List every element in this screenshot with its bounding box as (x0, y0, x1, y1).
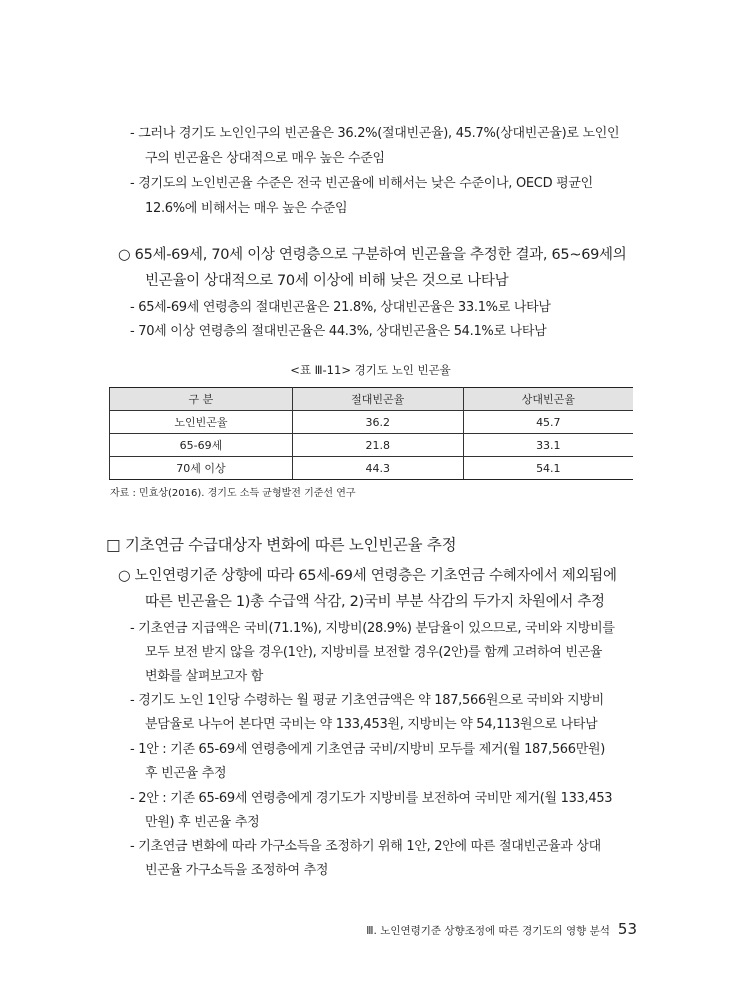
table-row (110, 434, 634, 457)
paragraph-line: - 그러나 경기도 노인인구의 빈곤율은 36.2%(절대빈곤율), 45.7%(상대빈곤율)로 노인인 (130, 126, 620, 141)
table-row (110, 411, 634, 434)
table-row (110, 457, 634, 480)
paragraph-line: - 65세-69세 연령층의 절대빈곤율은 21.8%, 상대빈곤율은 33.1%로 나타남 (130, 300, 551, 315)
table-cell: 65-69세 (110, 434, 293, 457)
paragraph-line: - 1안 : 기존 65-69세 연령층에게 기초연금 국비/지방비 모두를 제거(월 187,566만원) (130, 742, 606, 757)
paragraph-line: - 2안 : 기존 65-69세 연령층에게 경기도가 지방비를 보전하여 국비만 제거(월 133,453 (130, 791, 613, 806)
table-cell: 70세 이상 (110, 457, 293, 480)
footer-chapter-title: Ⅲ. 노인연령기준 상향조정에 따른 경기도의 영향 분석 (366, 925, 610, 937)
table-header-cell: 구 분 (110, 388, 293, 411)
paragraph-line: 따른 빈곤율은 1)총 수급액 삭감, 2)국비 부분 삭감의 두가지 차원에서 추정 (145, 594, 605, 610)
paragraph-line: 모두 보전 받지 않을 경우(1안), 지방비를 보전할 경우(2안)를 함께 고려하여 빈곤율 (145, 645, 603, 660)
table-cell: 54.1 (463, 457, 633, 480)
paragraph-line: - 경기도의 노인빈곤율 수준은 전국 빈곤율에 비해서는 낮은 수준이나, OECD 평균인 (130, 176, 593, 191)
table-cell: 44.3 (292, 457, 463, 480)
paragraph-line: 분담율로 나누어 본다면 국비는 약 133,453원, 지방비는 약 54,113원으로 나타남 (145, 717, 598, 732)
paragraph-line: 변화를 살펴보고자 함 (145, 669, 263, 684)
paragraph-line: 빈곤율이 상대적으로 70세 이상에 비해 낮은 것으로 나타남 (145, 273, 509, 289)
paragraph-line: 빈곤율 가구소득을 조정하여 추정 (145, 863, 329, 878)
paragraph-line: 구의 빈곤율은 상대적으로 매우 높은 수준임 (145, 151, 385, 166)
table-source: 자료 : 민효상(2016). 경기도 소득 균형발전 기준선 연구 (110, 488, 356, 499)
paragraph-line: - 경기도 노인 1인당 수령하는 월 평균 기초연금액은 약 187,566원으로 국비와 지방비 (130, 693, 604, 708)
paragraph-line: ○ 65세-69세, 70세 이상 연령층으로 구분하여 빈곤율을 추정한 결과, 65~69세의 (118, 247, 627, 263)
poverty-rate-table (109, 387, 633, 480)
section-heading: □ 기초연금 수급대상자 변화에 따른 노인빈곤율 추정 (106, 536, 457, 554)
page-number: 53 (617, 920, 637, 938)
paragraph-line: ○ 노인연령기준 상향에 따라 65세-69세 연령층은 기초연금 수혜자에서 제외됨에 (118, 568, 617, 584)
paragraph-line: 12.6%에 비해서는 매우 높은 수준임 (145, 201, 348, 216)
table-cell: 45.7 (463, 411, 633, 434)
paragraph-line: 만원) 후 빈곤율 추정 (145, 815, 260, 830)
paragraph-line: - 기초연금 변화에 따라 가구소득을 조정하기 위해 1안, 2안에 따른 절대빈곤율과 상대 (130, 839, 601, 854)
table-cell: 33.1 (463, 434, 633, 457)
paragraph-line: - 70세 이상 연령층의 절대빈곤율은 44.3%, 상대빈곤율은 54.1%로 나타남 (130, 324, 547, 339)
page-footer (366, 920, 637, 938)
table-cell: 21.8 (292, 434, 463, 457)
table-cell: 36.2 (292, 411, 463, 434)
table-cell: 노인빈곤율 (110, 411, 293, 434)
paragraph-line: 후 빈곤율 추정 (145, 766, 227, 781)
paragraph-line: - 기초연금 지급액은 국비(71.1%), 지방비(28.9%) 분담율이 있으므로, 국비와 지방비를 (130, 621, 615, 636)
table-caption: <표 Ⅲ-11> 경기도 노인 빈곤율 (290, 363, 451, 377)
table-header-cell: 절대빈곤율 (292, 388, 463, 411)
table-header-cell: 상대빈곤율 (463, 388, 633, 411)
table-header-row (110, 388, 634, 411)
